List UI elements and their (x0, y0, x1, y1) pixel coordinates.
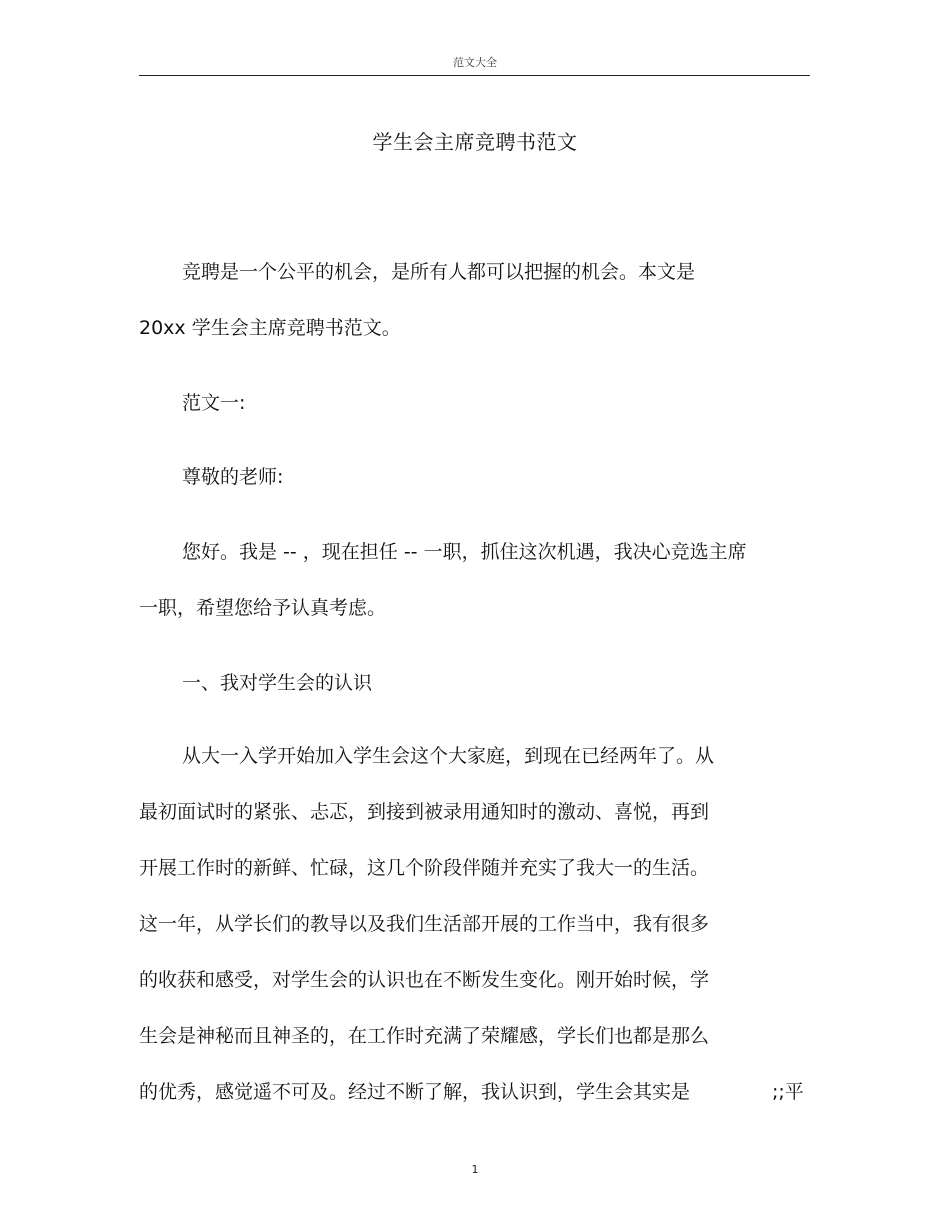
body-line-1: 从大一入学开始加入学生会这个大家庭，到现在已经两年了。从 (182, 745, 715, 767)
body-line-7-tail: ;;平 (772, 1081, 804, 1103)
greeting-line-1: 您好。我是 -- ，现在担任 -- 一职，抓住这次机遇，我决心竞选主席 (182, 541, 747, 563)
body-line-5: 的收获和感受，对学生会的认识也在不断发生变化。刚开始时候，学 (139, 969, 710, 991)
greeting-line-2: 一职，希望您给予认真考虑。 (139, 597, 387, 619)
body-line-3: 开展工作时的新鲜、忙碌，这几个阶段伴随并充实了我大一的生活。 (139, 857, 710, 879)
section-heading: 一、我对学生会的认识 (182, 672, 373, 694)
body-line-6: 生会是神秘而且神圣的，在工作时充满了荣耀感，学长们也都是那么 (139, 1025, 710, 1047)
page-number: 1 (471, 1163, 479, 1176)
paragraph-intro-line-1: 竞聘是一个公平的机会，是所有人都可以把握的机会。本文是 (182, 261, 696, 283)
body-line-2: 最初面试时的紧张、忐忑，到接到被录用通知时的激动、喜悦，再到 (139, 801, 710, 823)
section-label: 范文一: (182, 392, 246, 414)
page-header: 范文大全 (453, 56, 497, 69)
header-divider (139, 75, 810, 76)
paragraph-intro-line-2: 20xx 学生会主席竞聘书范文。 (139, 317, 401, 339)
salutation: 尊敬的老师: (182, 466, 284, 488)
document-title: 学生会主席竞聘书范文 (372, 130, 578, 154)
body-line-4: 这一年，从学长们的教导以及我们生活部开展的工作当中，我有很多 (139, 913, 710, 935)
body-line-7: 的优秀，感觉遥不可及。经过不断了解，我认识到，学生会其实是 (139, 1081, 691, 1103)
